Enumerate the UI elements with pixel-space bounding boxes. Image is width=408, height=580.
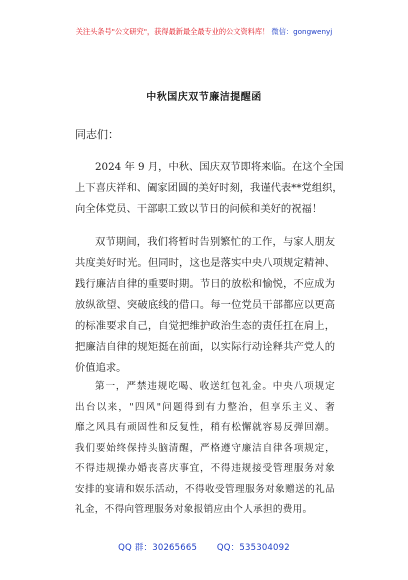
paragraph-line: 安排的宴请和娱乐活动，不得收受管理服务对象赠送的礼品 [75, 483, 335, 495]
paragraph-line: 靡之风具有顽固性和反复性，稍有松懈就容易反弹回潮。 [75, 422, 335, 433]
greeting: 同志们： [75, 128, 119, 141]
paragraph-line: 把廉洁自律的规矩挺在前面，以实际行动诠释共产党人的 [75, 341, 335, 353]
paragraph-line: 的标准要求自己，自觉把维护政治生态的责任扛在肩上， [75, 320, 335, 332]
paragraph-line: 不得违规操办婚丧喜庆事宜，不得违规接受管理服务对象 [75, 463, 335, 474]
paragraph-1 [75, 157, 344, 220]
paragraph-line: 放纵欲望、突破底线的借口。每一位党员干部都应以更高 [75, 299, 335, 311]
paragraph-line: 2024 年 9 月，中秋、国庆双节即将来临。在这个全国 [95, 161, 344, 173]
header-promo-text: 关注头条号"公文研究"，获得最新最全最专业的公文资料库！ [75, 27, 270, 36]
paragraph-3 [75, 377, 335, 521]
paragraph-line: 双节期间，我们将暂时告别繁忙的工作，与家人朋友 [95, 236, 335, 248]
paragraph-line: 向全体党员、干部职工致以节日的问候和美好的祝福！ [75, 203, 323, 215]
paragraph-2 [75, 232, 335, 379]
header-wechat-text: 微信：gongwenyj [271, 27, 333, 36]
paragraph-line: 上下喜庆祥和、阖家团圆的美好时刻，我谨代表**党组织， [75, 182, 343, 194]
paragraph-line: 第一，严禁违规吃喝、收送红包礼金。中央八项规定 [95, 381, 335, 392]
paragraph-line: 价值追求。 [75, 362, 127, 374]
paragraph-line: 共度美好时光。但同时，这也是落实中央八项规定精神、 [75, 257, 335, 269]
header-banner [0, 27, 408, 37]
footer-qq-number: QQ：535304092 [216, 543, 290, 553]
paragraph-line: 我们要始终保持头脑清醒，严格遵守廉洁自律各项规定， [75, 442, 335, 454]
footer-qq-group: QQ 群：30265665 [118, 543, 198, 553]
paragraph-line: 践行廉洁自律的重要时期。节日的放松和愉悦，不应成为 [75, 278, 335, 290]
paragraph-line: 出台以来，"四风"问题得到有力整治，但享乐主义、奢 [75, 401, 335, 413]
document-title: 中秋国庆双节廉洁提醒函 [146, 92, 262, 103]
footer-contact [0, 541, 408, 553]
paragraph-line: 礼金，不得向管理服务对象报销应由个人承担的费用。 [75, 504, 313, 515]
